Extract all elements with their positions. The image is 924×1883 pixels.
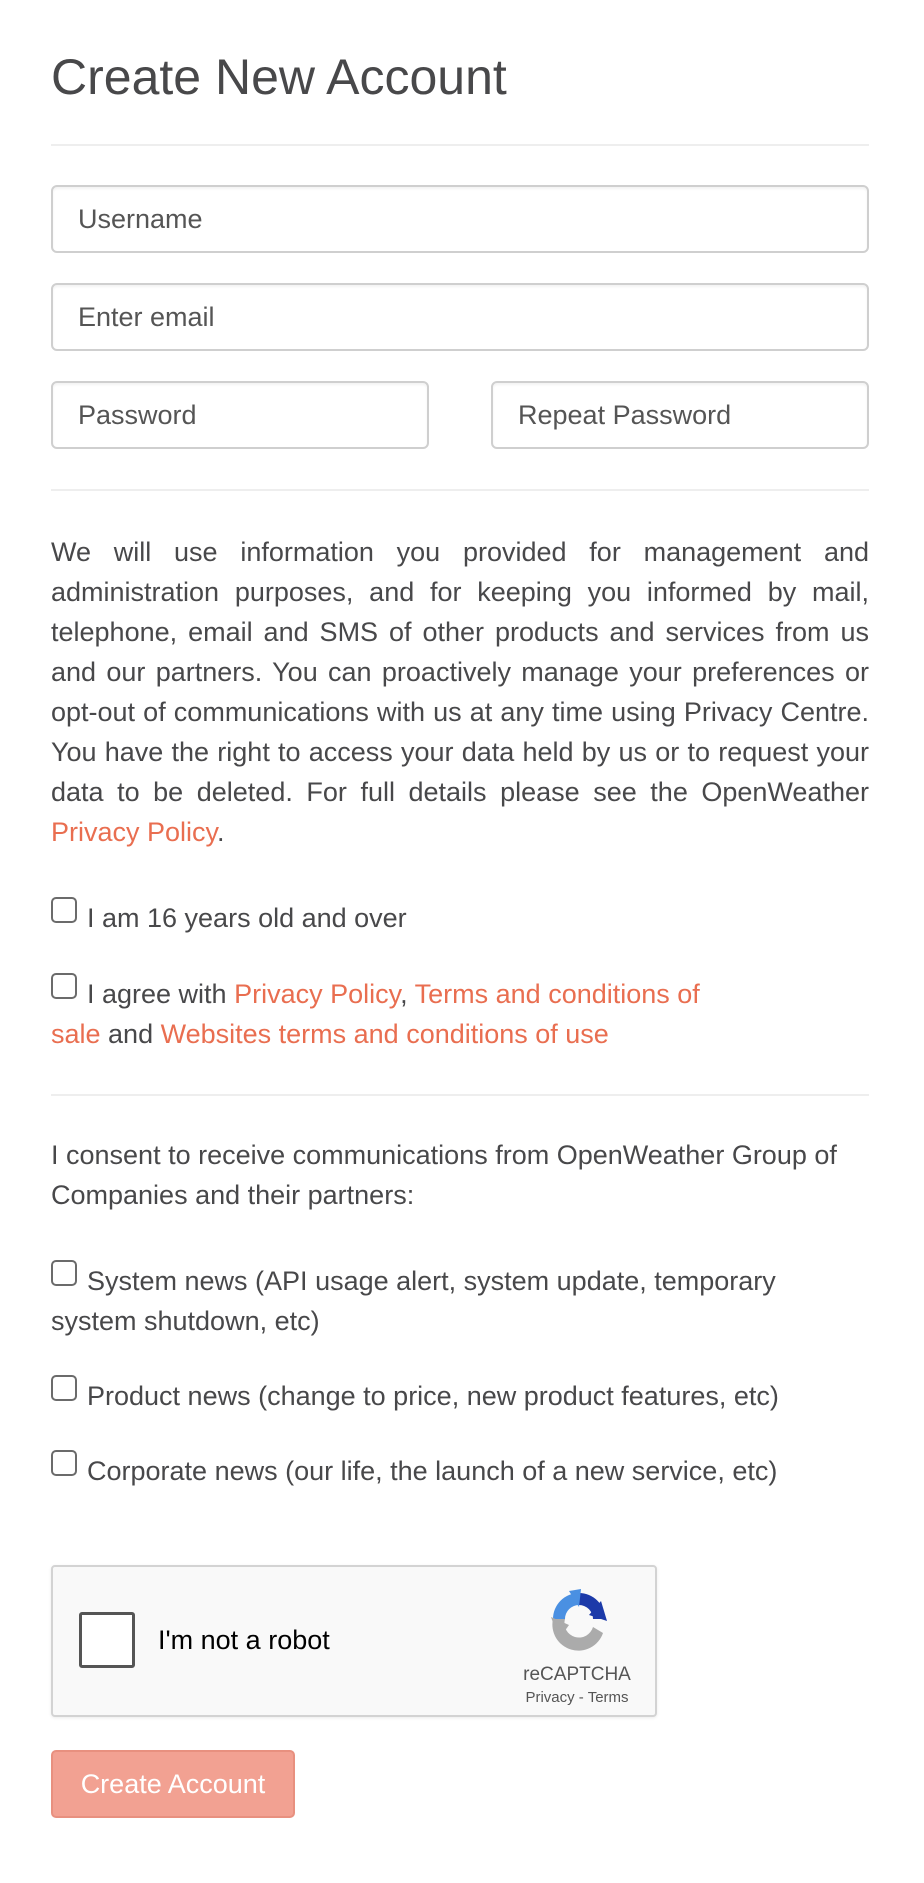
divider [51, 489, 869, 491]
create-account-button[interactable]: Create Account [51, 1750, 295, 1818]
divider [51, 144, 869, 146]
username-input[interactable] [78, 187, 867, 251]
repeat-password-input[interactable] [518, 383, 867, 447]
recaptcha-checkbox[interactable] [79, 1612, 135, 1668]
recaptcha-logo-icon [547, 1587, 611, 1651]
recaptcha-privacy-link[interactable]: Privacy [525, 1689, 575, 1706]
page-title: Create New Account [51, 49, 507, 105]
terms-of-sale-link[interactable]: Terms and conditions of sale [51, 979, 700, 1049]
corporate-news-checkbox[interactable] [51, 1450, 77, 1476]
recaptcha-label: I'm not a robot [158, 1625, 330, 1655]
consent-corporate-news-row[interactable]: Corporate news (our life, the launch of a new service, etc) [51, 1451, 869, 1491]
privacy-policy-link[interactable]: Privacy Policy [51, 817, 218, 847]
recaptcha-terms-link[interactable]: Terms [587, 1689, 629, 1706]
privacy-policy-link[interactable]: Privacy Policy [234, 979, 401, 1009]
email-input[interactable] [78, 285, 867, 349]
email-field[interactable] [51, 283, 869, 351]
age-checkbox-label: I am 16 years old and over [87, 903, 407, 933]
system-news-checkbox[interactable] [51, 1260, 77, 1286]
username-field[interactable] [51, 185, 869, 253]
age-checkbox[interactable] [51, 897, 77, 923]
repeat-password-field[interactable] [491, 381, 869, 449]
terms-checkbox-row[interactable]: I agree with Privacy Policy, Terms and conditions of sale and Websites terms and conditions of use [51, 974, 751, 1054]
password-field[interactable] [51, 381, 429, 449]
consent-system-news-row[interactable]: System news (API usage alert, system update, temporary system shutdown, etc) [51, 1261, 841, 1341]
privacy-notice: We will use information you provided for management and administration purposes, and for keeping you informed by mail, telephone, email and SMS of other products and services from us and our partners. You can proactively manage your preferences or opt-out of communications with us at any time using Privacy Centre. You have the right to access your data held by us or to request your data to be deleted. For full details please see the OpenWeather Privacy Policy. [51, 537, 869, 847]
recaptcha-widget [51, 1565, 657, 1717]
password-input[interactable] [78, 383, 427, 447]
recaptcha-brand: reCAPTCHA [523, 1664, 631, 1685]
website-terms-link[interactable]: Websites terms and conditions of use [160, 1019, 609, 1049]
consent-product-news-row[interactable]: Product news (change to price, new product features, etc) [51, 1376, 869, 1416]
recaptcha-links: Privacy - Terms [525, 1689, 629, 1706]
age-checkbox-row[interactable] [51, 898, 869, 938]
consent-intro: I consent to receive communications from OpenWeather Group of Companies and their partners: [51, 1140, 837, 1210]
product-news-checkbox[interactable] [51, 1375, 77, 1401]
terms-checkbox[interactable] [51, 973, 77, 999]
divider [51, 1094, 869, 1096]
